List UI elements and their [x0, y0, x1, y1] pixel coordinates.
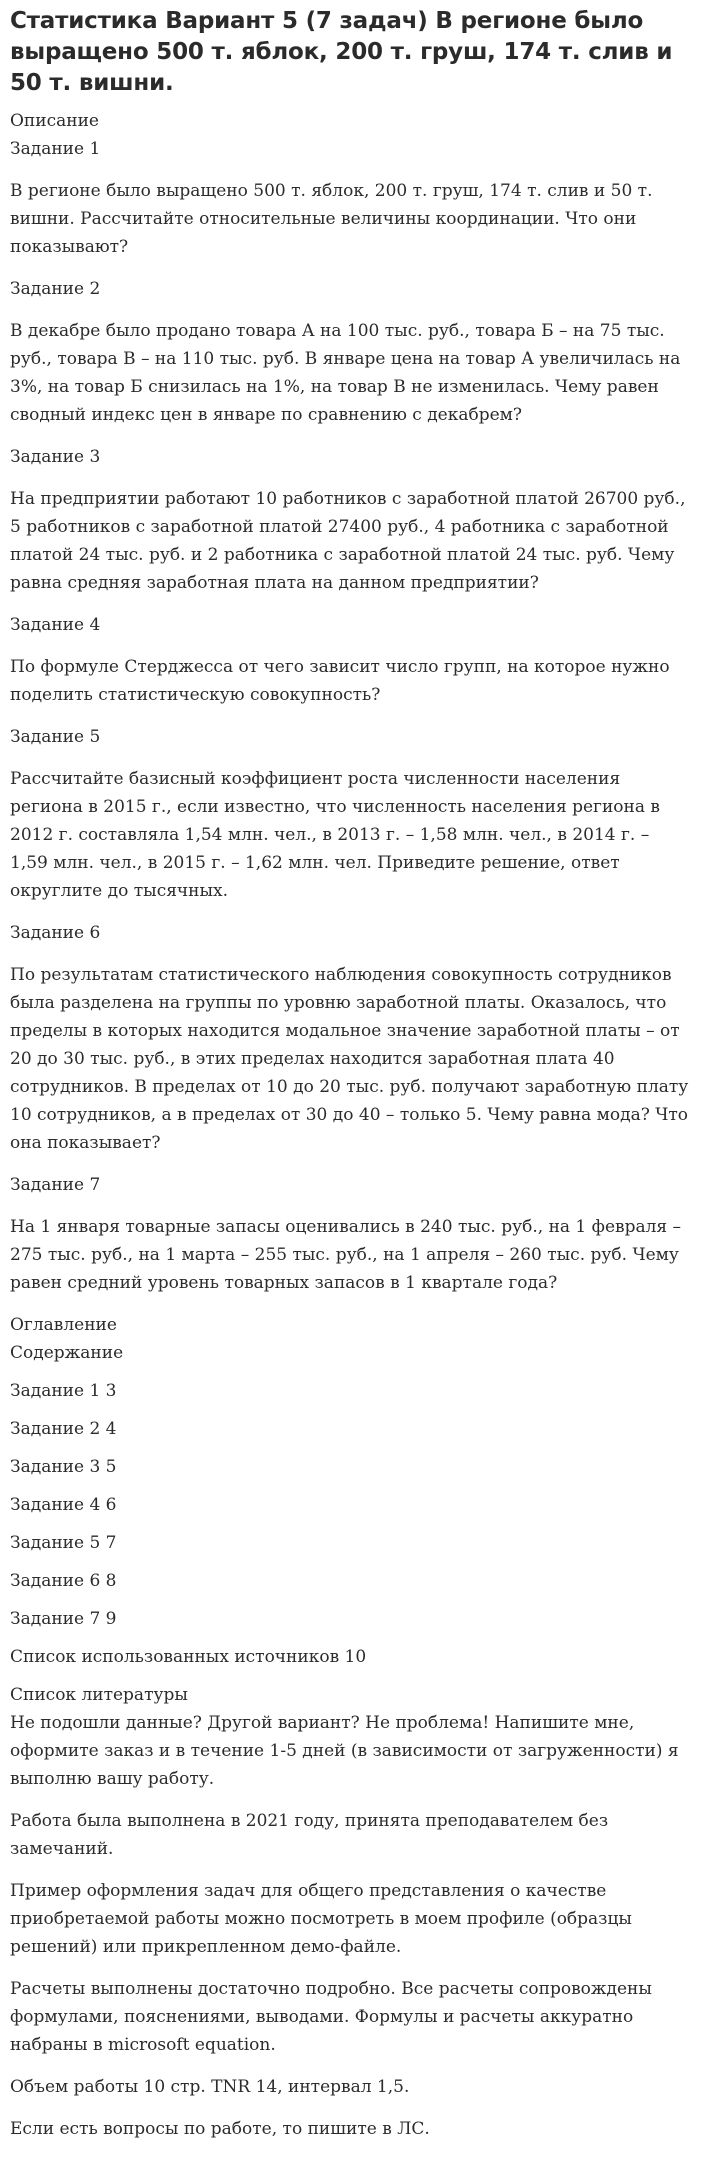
task-text: В декабре было продано товара А на 100 тыс. руб., товара Б – на 75 тыс. руб., товара В – на 110 тыс. руб. В январе цена на товар А увеличилась на 3%, на товар Б снизилась на 1%, на товар В не изменилась. Чему равен сводный индекс цен в январе по сравнению с декабрем?: [10, 321, 681, 425]
toc-item: Задание 6 8: [10, 1571, 117, 1591]
task-heading: Задание 2: [10, 279, 101, 299]
tail-notes: [10, 1709, 691, 2143]
toc-item: Задание 4 6: [10, 1495, 117, 1515]
task-text: По формуле Стерджесса от чего зависит число групп, на которое нужно поделить статистическую совокупность?: [10, 657, 670, 705]
task-4: [10, 611, 691, 709]
tasks-list: [10, 135, 691, 1297]
note-paragraph: Объем работы 10 стр. TNR 14, интервал 1,5.: [10, 2077, 410, 2097]
contents-label: Содержание: [10, 1343, 124, 1363]
task-text: На 1 января товарные запасы оценивались в 240 тыс. руб., на 1 февраля – 275 тыс. руб., на 1 марта – 255 тыс. руб., на 1 апреля – 260 тыс. руб. Чему равен средний уровень товарных запасов в 1 квартале года?: [10, 1217, 682, 1293]
task-text: Рассчитайте базисный коэффициент роста численности населения региона в 2015 г., если известно, что численность населения региона в 2012 г. составляла 1,54 млн. чел., в 2013 г. – 1,58 млн. чел., в 2014 г. – 1,59 млн. чел., в 2015 г. – 1,62 млн. чел. Приведите решение, ответ округлите до тысячных.: [10, 769, 660, 901]
task-heading: Задание 5: [10, 727, 101, 747]
task-heading: Задание 7: [10, 1175, 101, 1195]
toc-label: Оглавление: [10, 1315, 117, 1335]
note-paragraph: Пример оформления задач для общего представления о качестве приобретаемой работы можно посмотреть в моем профиле (образцы решений) или прикрепленном демо-файле.: [10, 1881, 632, 1957]
task-text: По результатам статистического наблюдения совокупность сотрудников была разделена на группы по уровню заработной платы. Оказалось, что пределы в которых находится модальное значение заработной платы – от 20 до 30 тыс. руб., в этих пределах находится заработная плата 40 сотрудников. В пределах от 10 до 20 тыс. руб. получают заработную плату 10 сотрудников, а в пределах от 30 до 40 – только 5. Чему равна мода? Что она показывает?: [10, 965, 689, 1153]
task-heading: Задание 4: [10, 615, 101, 635]
task-text: В регионе было выращено 500 т. яблок, 200 т. груш, 174 т. слив и 50 т. вишни. Рассчитайте относительные величины координации. Что они показывают?: [10, 181, 653, 257]
toc-item: Задание 3 5: [10, 1457, 117, 1477]
toc-item: Задание 1 3: [10, 1381, 117, 1401]
note-paragraph: Если есть вопросы по работе, то пишите в ЛС.: [10, 2119, 430, 2139]
toc-item: Задание 7 9: [10, 1609, 117, 1629]
toc-list: [10, 1377, 691, 1671]
task-7: [10, 1171, 691, 1297]
task-heading: Задание 6: [10, 923, 101, 943]
toc-item: Задание 2 4: [10, 1419, 117, 1439]
task-6: [10, 919, 691, 1157]
description-label: Описание: [10, 111, 99, 131]
note-paragraph: Работа была выполнена в 2021 году, принята преподавателем без замечаний.: [10, 1811, 609, 1859]
note-paragraph: Расчеты выполнены достаточно подробно. Все расчеты сопровождены формулами, пояснениями, выводами. Формулы и расчеты аккуратно набраны в microsoft equation.: [10, 1979, 652, 2055]
task-1: [10, 135, 691, 261]
task-5: [10, 723, 691, 905]
task-heading: Задание 3: [10, 447, 101, 467]
literature-label: Список литературы: [10, 1685, 188, 1705]
page-title: Статистика Вариант 5 (7 задач) В регионе было выращено 500 т. яблок, 200 т. груш, 174 т. слив и 50 т. вишни.: [10, 8, 673, 96]
task-text: На предприятии работают 10 работников с заработной платой 26700 руб., 5 работников с заработной платой 27400 руб., 4 работника с заработной платой 24 тыс. руб. и 2 работника с заработной платой 24 тыс. руб. Чему равна средняя заработная плата на данном предприятии?: [10, 489, 686, 593]
toc-item: Задание 5 7: [10, 1533, 117, 1553]
task-3: [10, 443, 691, 597]
task-heading: Задание 1: [10, 139, 101, 159]
note-paragraph: Не подошли данные? Другой вариант? Не проблема! Напишите мне, оформите заказ и в течение 1-5 дней (в зависимости от загруженности) я выполню вашу работу.: [10, 1713, 679, 1789]
task-2: [10, 275, 691, 429]
toc-item: Список использованных источников 10: [10, 1647, 367, 1667]
